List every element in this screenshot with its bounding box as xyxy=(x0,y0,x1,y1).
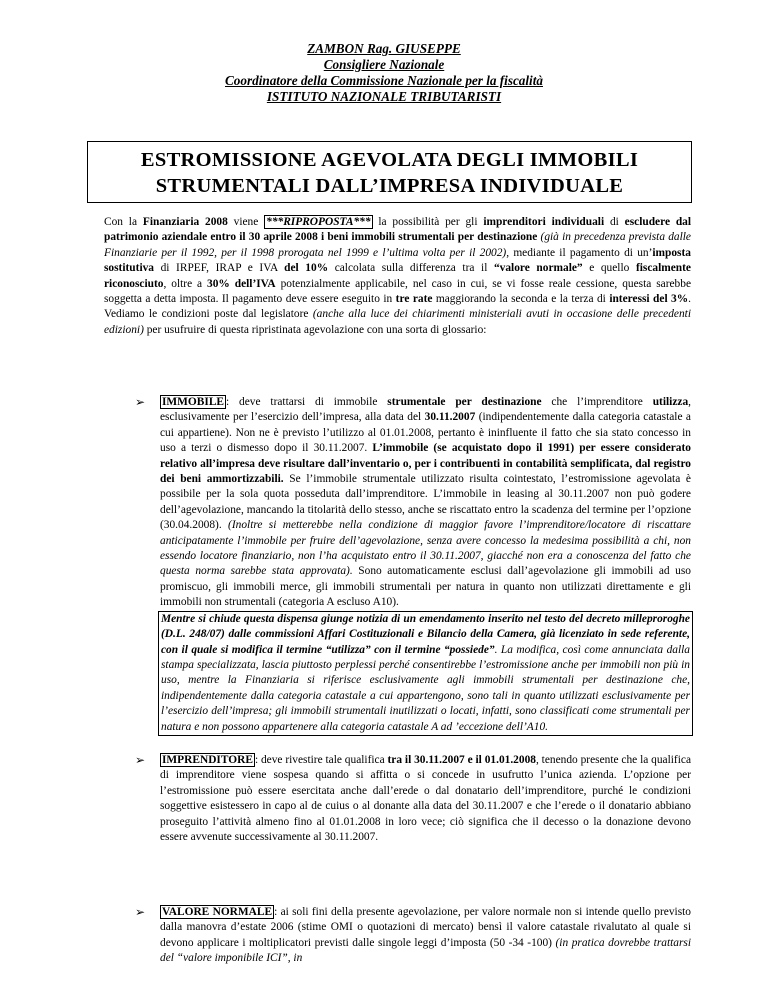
riproposta-label: ***RIPROPOSTA*** xyxy=(266,216,371,228)
term-valore-normale: VALORE NORMALE xyxy=(162,906,273,918)
bullet-arrow-icon: ➢ xyxy=(135,753,146,767)
institute-name: ISTITUTO NAZIONALE TRIBUTARISTI xyxy=(266,89,502,104)
intro-paragraph: Con la Finanziaria 2008 viene ***RIPROPOSTA*** la possibilità per gli imprenditori individuali di escludere dal patrimonio aziendale entro il 30 aprile 2008 i beni immobili strumentali per destinazione (già in precedenza prevista dalle Finanziarie per il 1992, per il 1998 prorogata nel 1999 e l’ultima volta per il 2002), mediante il pagamento di un’imposta sostitutiva di IRPEF, IRAP e IVA del 10% calcolata sulla differenza tra il “valore normale” e quello fiscalmente riconosciuto, oltre a 30% dell’IVA potenzialmente applicabile, nel caso in cui, se vi fosse reale cessione, questa sarebbe soggetta a detta imposta. Il pagamento deve essere eseguito in tre rate maggiorando la seconda e la terza di interessi del 3%. Vediamo le condizioni poste dal legislatore (anche alla luce dei chiarimenti ministeriali avuti in occasione delle precedenti edizioni) per usufruire di questa ripristinata agevolazione con una sorta di glossario: xyxy=(104,216,692,336)
bullet-arrow-icon: ➢ xyxy=(135,905,146,919)
author-header xyxy=(0,41,768,105)
author-role: Consigliere Nazionale xyxy=(323,57,445,72)
amendment-note: Mentre si chiude questa dispensa giunge notizia di un emendamento inserito nel testo del decreto milleproroghe (D.L. 248/07) dalle commissioni Affari Costituzionali e Bilancio della Camera, già licenziato in sede referente, con il quale si modifica il termine “utilizza” con il termine “possiede”. La modifica, così come annunciata dalla stampa specializzata, lascia piuttosto perplessi perché consentirebbe l’estromissione anche per immobili non più in uso, mentre la Finanziaria si riferisce esclusivamente agli immobili strumentali per destinazione che, indipendentemente dalla categoria catastale a cui appartengono, sono tali in quanto utilizzati esclusivamente per l’esercizio dell’impresa; gli immobili strumentali inutilizzati o locati, infatti, sono classificati come strumentali per natura e non possono appartenere alla categoria catastale A ad ’eccezione dell’A10. xyxy=(158,611,693,736)
glossary-item-imprenditore: ➢ IMPRENDITORE : deve rivestire tale qualifica tra il 30.11.2007 e il 01.01.2008, tenendo presente che la qualifica di imprenditore viene sospesa quando si affitta o si concede in usufrutto l’unica azienda. L’opzione per l’estromissione può essere esercitata anche dall’erede o dal donatario dell’imprenditore, purché le condizioni soggettive esistessero in capo al de cuius o al donante alla data del 30.11.2007 e che l’erede o il donatario abbiano proseguito l’attività almeno fino al 01.01.2008 in loro vece; ciò significa che il decesso o la donazione devono essere avvenute successivamente al 30.11.2007. xyxy=(135,753,691,844)
term-imprenditore: IMPRENDITORE xyxy=(162,754,253,766)
bullet-arrow-icon: ➢ xyxy=(135,395,146,409)
document-title xyxy=(87,141,692,203)
title-line-2: STRUMENTALI DALL’IMPRESA INDIVIDUALE xyxy=(155,175,624,197)
glossary-item-valore-normale: ➢ VALORE NORMALE : ai soli fini della presente agevolazione, per valore normale non si intende quello previsto dalla manovra d’estate 2006 (stime OMI o quotazioni di mercato) bensì il valore catastale rivalutato al quale si devono applicare i moltiplicatori previsti dalle singole leggi d’imposta (50 -34 -100) (in pratica dovrebbe trattarsi del “valore imponibile ICI”, in xyxy=(135,905,692,965)
glossary-item-immobile: ➢ IMMOBILE : deve trattarsi di immobile strumentale per destinazione che l’imprenditore utilizza, esclusivamente per l’esercizio dell’impresa, alla data del 30.11.2007 (indipendentemente dalla categoria catastale a cui appartiene). Non ne è previsto l’utilizzo al 01.01.2008, pertanto è ininfluente il fatto che sia stato concesso in uso a terzi o dismesso dopo il 30.11.2007. L’immobile (se acquistato dopo il 1991) per essere considerato relativo all’impresa deve risultare dall’inventario o, per i contribuenti in contabilità semplificata, dal registro dei beni ammortizzabili. Se l’immobile strumentale utilizzato risulta cointestato, l’estromissione agevolata è possibile per la sola quota posseduta dall’imprenditore. L’immobile in leasing al 30.11.2007 non può godere dell’agevolazione, mancando la titolarità dello stesso, anche se riscattato entro la scadenza del termine per l’opzione (30.04.2008). (Inoltre si metterebbe nella condizione di maggior favore l’imprenditore/locatore di riscattare anticipatamente l’immobile per fruire dell’agevolazione, senza avere concesso la medesima possibilità a chi, non essendo locatore finanziario, non l’ha acquistato entro il 30.11.2007, giacché non era a conoscenza del fatto che questa norma sarebbe stata approvata). Sono automaticamente esclusi dall’agevolazione gli immobili ad uso promiscuo, gli immobili merce, gli immobili strumentali per natura in quanto non utilizzati direttamente e gli immobili non strumentali (categoria A escluso A10). Mentre si chiude questa dispensa giunge notizia di un emendamento inserito nel testo del decreto milleproroghe (D.L. 248/07) dalle commissioni Affari Costituzionali e Bilancio della Camera, già licenziato in sede referente, con il quale si modifica il termine “utilizza” con il termine “possiede”. La modifica, così come annunciata dalla stampa specializzata, lascia piuttosto perplessi perché consentirebbe l’estromissione anche per immobili non più in uso, mentre la Finanziaria si riferisce esclusivamente agli immobili strumentali per destinazione che, indipendentemente dalla categoria catastale a cui appartengono, sono tali in quanto utilizzati esclusivamente per l’esercizio dell’impresa; gli immobili strumentali inutilizzati o locati, infatti, sono classificati come strumentali per natura e non possono appartenere alla categoria catastale A ad ’eccezione dell’A10. xyxy=(160,395,691,736)
term-immobile: IMMOBILE xyxy=(162,396,225,408)
author-name: ZAMBON Rag. GIUSEPPE xyxy=(307,41,461,56)
title-line-1: ESTROMISSIONE AGEVOLATA DEGLI IMMOBILI xyxy=(140,149,639,171)
author-coordination: Coordinatore della Commissione Nazionale per la fiscalità xyxy=(225,73,543,88)
